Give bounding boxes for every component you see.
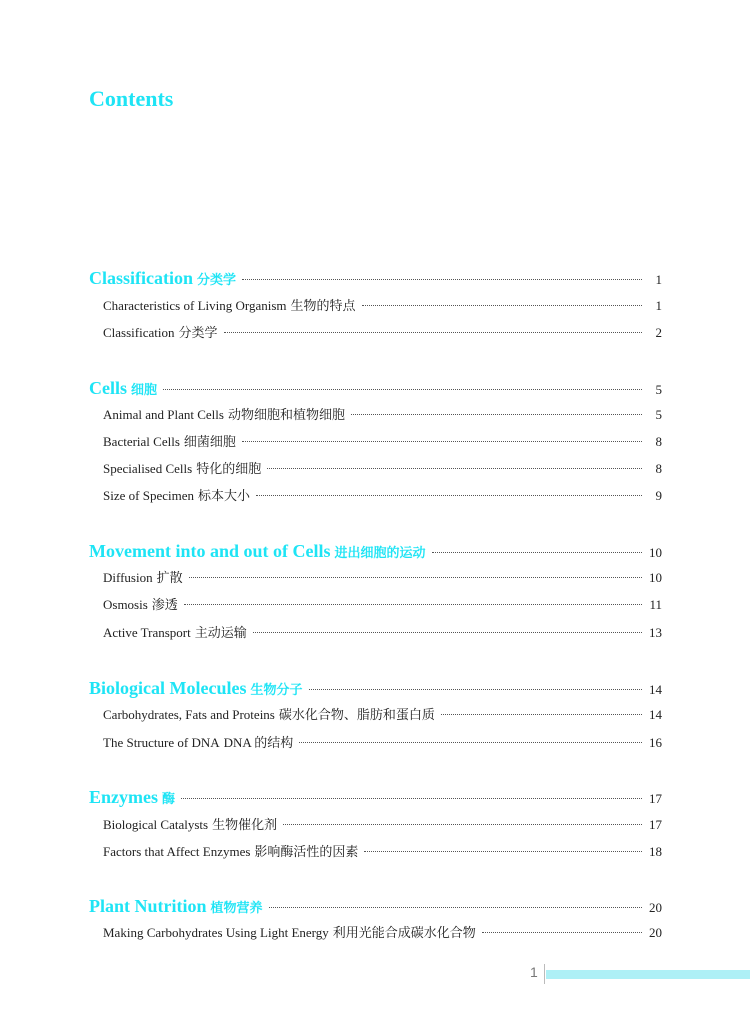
- toc-entry-chinese-label: 主动运输: [194, 625, 247, 640]
- toc-entry-chinese-label: 影响酶活性的因素: [254, 844, 359, 859]
- toc-subsection-entry[interactable]: [103, 431, 662, 450]
- dot-leader: [189, 577, 642, 578]
- toc-section-entry[interactable]: [89, 541, 662, 562]
- dot-leader: [482, 932, 642, 933]
- toc-page-number: 8: [655, 434, 662, 449]
- toc-subsection-entry[interactable]: [103, 322, 662, 341]
- toc-subsection-entry[interactable]: [103, 567, 662, 586]
- toc-subsection-entry[interactable]: [103, 485, 662, 504]
- footer-page-number: 1: [530, 964, 538, 980]
- dot-leader: [163, 389, 642, 390]
- toc-page-number: 18: [649, 844, 662, 859]
- dot-leader: [269, 907, 642, 908]
- toc-entry-chinese-label: 植物营养: [210, 900, 263, 915]
- toc-page-number: 10: [649, 570, 662, 585]
- toc-page-number: 17: [649, 791, 662, 806]
- dot-leader: [364, 851, 642, 852]
- toc-entry-label: Cells: [89, 378, 127, 398]
- dot-leader: [309, 689, 643, 690]
- toc-subsection-entry[interactable]: [103, 704, 662, 723]
- dot-leader: [224, 332, 642, 333]
- toc-page-number: 2: [655, 325, 662, 340]
- toc-entry-chinese-label: 细胞: [131, 382, 158, 397]
- toc-page-number: 1: [655, 298, 662, 313]
- dot-leader: [184, 604, 642, 605]
- toc-page-number: 17: [649, 817, 662, 832]
- toc-page-number: 20: [649, 900, 662, 915]
- dot-leader: [242, 441, 642, 442]
- toc-page-number: 8: [655, 461, 662, 476]
- toc-entry-label: Movement into and out of Cells: [89, 541, 331, 561]
- toc-entry-chinese-label: 分类学: [197, 272, 237, 287]
- dot-leader: [256, 495, 642, 496]
- toc-entry-label: Biological Molecules: [89, 678, 247, 698]
- footer-divider: [544, 964, 545, 984]
- toc-entry-label: Animal and Plant Cells: [103, 407, 224, 422]
- toc-entry-label: Diffusion: [103, 570, 153, 585]
- toc-page-number: 14: [649, 707, 662, 722]
- toc-page-number: 9: [655, 488, 662, 503]
- toc-section-entry[interactable]: [89, 268, 662, 289]
- toc-entry-chinese-label: 分类学: [178, 325, 218, 340]
- toc-entry-label: Enzymes: [89, 787, 158, 807]
- toc-entry-chinese-label: 扩散: [156, 570, 183, 585]
- toc-subsection-entry[interactable]: [103, 458, 662, 477]
- toc-entry-chinese-label: 标本大小: [197, 488, 250, 503]
- toc-subsection-entry[interactable]: [103, 841, 662, 860]
- toc-subsection-entry[interactable]: [103, 404, 662, 423]
- toc-entry-chinese-label: DNA 的结构: [223, 735, 294, 750]
- toc-entry-label: Characteristics of Living Organism: [103, 298, 287, 313]
- toc-entry-chinese-label: 利用光能合成碳水化合物: [332, 925, 476, 940]
- toc-section-entry[interactable]: [89, 896, 662, 917]
- toc-subsection-entry[interactable]: [103, 594, 662, 613]
- dot-leader: [299, 742, 642, 743]
- toc-page-number: 11: [649, 597, 662, 612]
- toc-page-number: 14: [649, 682, 662, 697]
- toc-entry-label: Biological Catalysts: [103, 817, 209, 832]
- footer-accent-bar: [546, 970, 750, 979]
- toc-page-number: 20: [649, 925, 662, 940]
- toc-entry-label: Making Carbohydrates Using Light Energy: [103, 925, 329, 940]
- toc-entry-chinese-label: 酶: [162, 791, 176, 806]
- toc-entry-label: Size of Specimen: [103, 488, 194, 503]
- toc-entry-label: Active Transport: [103, 625, 191, 640]
- dot-leader: [267, 468, 642, 469]
- toc-section-entry[interactable]: [89, 678, 662, 699]
- toc-entry-chinese-label: 生物催化剂: [212, 817, 278, 832]
- toc-page-number: 10: [649, 545, 662, 560]
- dot-leader: [351, 414, 642, 415]
- dot-leader: [283, 824, 642, 825]
- toc-entry-label: Classification: [89, 268, 194, 288]
- toc-page-number: 1: [655, 272, 662, 287]
- dot-leader: [253, 632, 642, 633]
- toc-entry-chinese-label: 生物分子: [250, 682, 303, 697]
- toc-entry-label: Osmosis: [103, 597, 148, 612]
- toc-entry-chinese-label: 碳水化合物、脂肪和蛋白质: [278, 707, 435, 722]
- dot-leader: [242, 279, 642, 280]
- toc-entry-chinese-label: 特化的细胞: [196, 461, 262, 476]
- toc-page-number: 13: [649, 625, 662, 640]
- toc-section-entry[interactable]: [89, 787, 662, 808]
- toc-entry-label: Bacterial Cells: [103, 434, 180, 449]
- page-title: Contents: [89, 86, 174, 111]
- toc-entry-chinese-label: 动物细胞和植物细胞: [227, 407, 345, 422]
- dot-leader: [441, 714, 642, 715]
- toc-subsection-entry[interactable]: [103, 814, 662, 833]
- dot-leader: [362, 305, 642, 306]
- toc-entry-chinese-label: 渗透: [151, 597, 178, 612]
- toc-page-number: 16: [649, 735, 662, 750]
- dot-leader: [181, 798, 642, 799]
- toc-entry-label: Factors that Affect Enzymes: [103, 844, 251, 859]
- toc-section-entry[interactable]: [89, 378, 662, 399]
- toc-entry-chinese-label: 生物的特点: [290, 298, 356, 313]
- toc-entry-label: Specialised Cells: [103, 461, 193, 476]
- toc-page-number: 5: [655, 382, 662, 397]
- toc-entry-chinese-label: 细菌细胞: [183, 434, 236, 449]
- toc-entry-label: Carbohydrates, Fats and Proteins: [103, 707, 275, 722]
- toc-subsection-entry[interactable]: [103, 732, 662, 751]
- toc-subsection-entry[interactable]: [103, 295, 662, 314]
- toc-entry-label: Plant Nutrition: [89, 896, 207, 916]
- toc-subsection-entry[interactable]: [103, 622, 662, 641]
- toc-page-number: 5: [655, 407, 662, 422]
- toc-entry-chinese-label: 进出细胞的运动: [334, 545, 426, 560]
- toc-entry-label: Classification: [103, 325, 175, 340]
- dot-leader: [432, 552, 642, 553]
- toc-entry-label: The Structure of DNA: [103, 735, 220, 750]
- toc-subsection-entry[interactable]: [103, 922, 662, 941]
